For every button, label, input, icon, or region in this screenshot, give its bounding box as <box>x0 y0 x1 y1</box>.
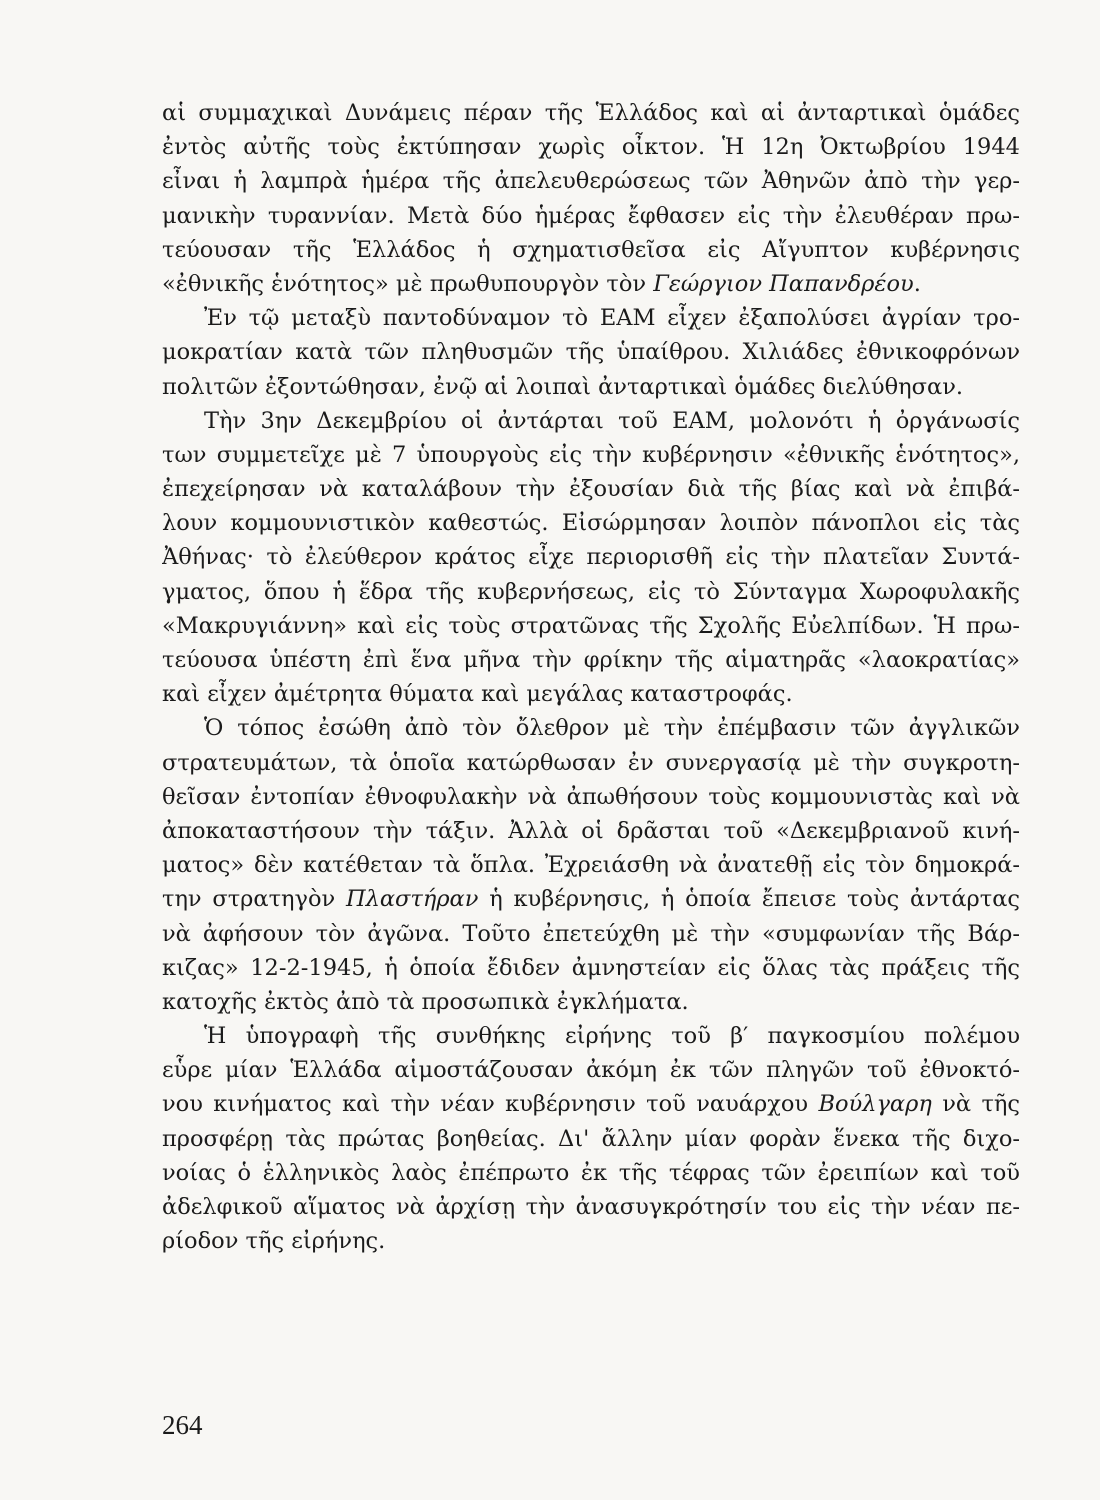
text-line <box>162 1190 1020 1224</box>
paragraph <box>162 301 1020 404</box>
text-line <box>162 1019 1020 1053</box>
text-segment: γματος, ὅπου ἡ ἕδρα τῆς κυβερνήσεως, εἰς τὸ Σύνταγμα Χωροφυλακῆς <box>162 578 1020 605</box>
text-segment: νὰ ἀφήσουν τὸν ἀγῶνα. Τοῦτο ἐπετεύχθη μὲ τὴν «συμφωνίαν τῆς Βάρ- <box>162 920 1020 947</box>
text-line <box>162 882 1020 916</box>
text-line <box>162 301 1020 335</box>
text-line <box>162 130 1020 164</box>
text-line <box>162 643 1020 677</box>
text-segment: πολιτῶν ἐξοντώθησαν, ἐνῷ αἱ λοιπαὶ ἀνταρτικαὶ ὁμάδες διελύθησαν. <box>162 373 964 400</box>
text-line <box>162 1122 1020 1156</box>
text-line <box>162 199 1020 233</box>
text-segment: ἀποκαταστήσουν τὴν τάξιν. Ἀλλὰ οἱ δρᾶσται τοῦ «Δεκεμβριανοῦ κινή- <box>162 817 1020 844</box>
text-segment: ρίοδον τῆς εἰρήνης. <box>162 1228 386 1255</box>
paragraph <box>162 404 1020 712</box>
text-line <box>162 780 1020 814</box>
text-segment: . <box>913 270 921 297</box>
text-segment: νοίας ὁ ἑλληνικὸς λαὸς ἐπέπρωτο ἐκ τῆς τέφρας τῶν ἐρειπίων καὶ τοῦ <box>162 1159 1020 1186</box>
text-line <box>162 985 1020 1019</box>
text-segment: Τὴν 3ην Δεκεμβρίου οἱ ἀντάρται τοῦ ΕΑΜ, μολονότι ἡ ὀργάνωσίς <box>204 407 1020 434</box>
text-line <box>162 746 1020 780</box>
text-segment: «ἐθνικῆς ἑνότητος» μὲ πρωθυπουργὸν τὸν <box>162 270 654 297</box>
text-segment: «Μακρυγιάννη» καὶ εἰς τοὺς στρατῶνας τῆς Σχολῆς Εὐελπίδων. Ἡ πρω- <box>162 612 1020 639</box>
text-line <box>162 472 1020 506</box>
text-segment: τεύουσα ὑπέστη ἐπὶ ἕνα μῆνα τὴν φρίκην τῆς αἱματηρᾶς «λαοκρατίας» <box>162 647 1020 673</box>
text-line <box>162 848 1020 882</box>
italic-name: Γεώργιον Παπανδρέου <box>653 270 914 297</box>
text-segment: αἱ συμμαχικαὶ Δυνάμεις πέραν τῆς Ἑλλάδος καὶ αἱ ἀνταρτικαὶ ὁμάδες <box>162 100 1020 126</box>
text-segment: Ὁ τόπος ἐσώθη ἀπὸ τὸν ὄλεθρον μὲ τὴν ἐπέμβασιν τῶν ἀγγλικῶν <box>204 715 1020 742</box>
text-segment: ἡ κυβέρνησις, ἡ ὁποία ἔπεισε τοὺς ἀντάρτας <box>478 886 1020 913</box>
paragraph <box>162 711 1020 1019</box>
text-line <box>162 677 1020 711</box>
text-segment: καὶ εἶχεν ἀμέτρητα θύματα καὶ μεγάλας καταστροφάς. <box>162 681 793 708</box>
text-segment: ἐντὸς αὐτῆς τοὺς ἐκτύπησαν χωρὶς οἶκτον. Ἡ 12η Ὀκτωβρίου 1944 <box>162 134 1020 161</box>
text-line <box>162 164 1020 198</box>
text-line <box>162 1156 1020 1190</box>
text-segment: εὗρε μίαν Ἑλλάδα αἱμοστάζουσαν ἀκόμη ἐκ τῶν πληγῶν τοῦ ἐθνοκτό- <box>162 1057 1020 1084</box>
text-segment: θεῖσαν ἐντοπίαν ἐθνοφυλακὴν νὰ ἀπωθήσουν τοὺς κομμουνιστὰς καὶ νὰ <box>162 783 1020 810</box>
text-segment: νὰ τῆς <box>931 1091 1020 1118</box>
text-line <box>162 96 1020 130</box>
paragraph <box>162 1019 1020 1258</box>
text-line <box>162 540 1020 574</box>
text-segment: ἀδελφικοῦ αἵματος νὰ ἀρχίσῃ τὴν ἀνασυγκρότησίν του εἰς τὴν νέαν πε- <box>162 1194 1020 1220</box>
text-segment: μανικὴν τυραννίαν. Μετὰ δύο ἡμέρας ἔφθασεν εἰς τὴν ἐλευθέραν πρω- <box>162 202 1020 229</box>
text-segment: των συμμετεῖχε μὲ 7 ὑπουργοὺς εἰς τὴν κυβέρνησιν «ἐθνικῆς ἑνότητος», <box>162 441 1020 468</box>
text-segment: τεύουσαν τῆς Ἑλλάδος ἡ σχηματισθεῖσα εἰς Αἴγυπτον κυβέρνησις <box>162 236 1020 263</box>
text-line <box>162 575 1020 609</box>
text-segment: Ἐν τῷ μεταξὺ παντοδύναμον τὸ ΕΑΜ εἶχεν ἐξαπολύσει ἀγρίαν τρο- <box>204 305 1020 332</box>
text-line <box>162 1087 1020 1121</box>
text-segment: την στρατηγὸν <box>162 886 346 913</box>
text-segment: ἐπεχείρησαν νὰ καταλάβουν τὴν ἐξουσίαν διὰ τῆς βίας καὶ νὰ ἐπιβά- <box>162 476 1020 503</box>
text-line <box>162 267 1020 301</box>
text-segment: μοκρατίαν κατὰ τῶν πληθυσμῶν τῆς ὑπαίθρου. Χιλιάδες ἐθνικοφρόνων <box>162 339 1020 366</box>
text-segment: προσφέρῃ τὰς πρώτας βοηθείας. Δι' ἄλλην μίαν φορὰν ἕνεκα τῆς διχο- <box>162 1125 1020 1152</box>
text-segment: στρατευμάτων, τὰ ὁποῖα κατώρθωσαν ἐν συνεργασίᾳ μὲ τὴν συγκροτη- <box>162 749 1020 776</box>
text-line <box>162 233 1020 267</box>
italic-name: Βούλγαρη <box>818 1091 932 1118</box>
text-line <box>162 814 1020 848</box>
text-segment: ματος» δὲν κατέθεταν τὰ ὅπλα. Ἐχρειάσθη νὰ ἀνατεθῇ εἰς τὸν δημοκρά- <box>162 852 1020 879</box>
text-segment: Ἀθήνας· τὸ ἐλεύθερον κράτος εἶχε περιορισθῆ εἰς τὴν πλατεῖαν Συντά- <box>162 544 1020 571</box>
text-segment: κιζας» 12-2-1945, ἡ ὁποία ἔδιδεν ἀμνηστείαν εἰς ὅλας τὰς πράξεις τῆς <box>162 954 1020 981</box>
italic-name: Πλαστήραν <box>345 886 479 913</box>
text-segment: εἶναι ἡ λαμπρὰ ἡμέρα τῆς ἀπελευθερώσεως τῶν Ἀθηνῶν ἀπὸ τὴν γερ- <box>162 168 1020 195</box>
text-line <box>162 335 1020 369</box>
text-line <box>162 609 1020 643</box>
text-segment: νου κινήματος καὶ τὴν νέαν κυβέρνησιν τοῦ ναυάρχου <box>162 1091 819 1118</box>
text-segment: Ἡ ὑπογραφὴ τῆς συνθήκης εἰρήνης τοῦ β′ παγκοσμίου πολέμου <box>204 1023 1020 1050</box>
body-text <box>162 96 1020 1258</box>
text-line <box>162 951 1020 985</box>
text-line <box>162 506 1020 540</box>
page-number: 264 <box>162 1410 203 1440</box>
text-line <box>162 917 1020 951</box>
paragraph <box>162 96 1020 301</box>
text-line <box>162 370 1020 404</box>
text-line <box>162 404 1020 438</box>
text-line <box>162 1053 1020 1087</box>
text-segment: κατοχῆς ἐκτὸς ἀπὸ τὰ προσωπικὰ ἐγκλήματα. <box>162 988 689 1015</box>
text-line <box>162 1224 1020 1258</box>
text-segment: λουν κομμουνιστικὸν καθεστώς. Εἰσώρμησαν λοιπὸν πάνοπλοι εἰς τὰς <box>162 510 1020 537</box>
text-line <box>162 438 1020 472</box>
text-line <box>162 711 1020 745</box>
